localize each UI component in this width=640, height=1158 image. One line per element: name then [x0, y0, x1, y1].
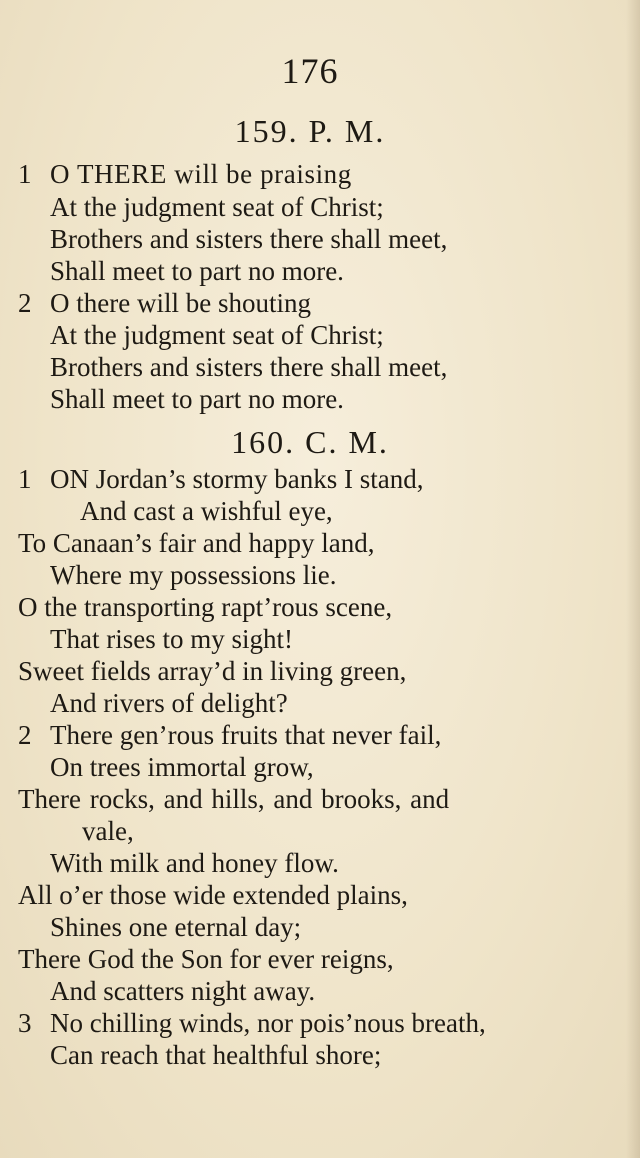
hymn-line: There rocks, and hills, and brooks, and — [18, 784, 450, 814]
hymn-line: Brothers and sisters there shall meet, — [50, 224, 448, 254]
hymn-line: O there will be shouting — [50, 288, 311, 318]
page-number: 176 — [281, 51, 339, 91]
hymn-line: O THERE will be praising — [50, 159, 352, 189]
verse-number: 2 — [18, 288, 32, 318]
hymn-line: There God the Son for ever reigns, — [18, 944, 394, 974]
hymn-line: ON Jordan’s stormy banks I stand, — [50, 464, 424, 494]
hymn-line: No chilling winds, nor pois’nous breath, — [50, 1008, 486, 1038]
hymn-line: On trees immortal grow, — [50, 752, 314, 782]
hymn-line: Shines one eternal day; — [50, 912, 302, 942]
verse-number: 1 — [18, 464, 32, 494]
hymn-line: There gen’rous fruits that never fail, — [50, 720, 442, 750]
verse-number: 1 — [18, 159, 32, 189]
hymn-line: That rises to my sight! — [50, 624, 293, 654]
hymn-line: Can reach that healthful shore; — [50, 1040, 382, 1070]
hymn-line: O the transporting rapt’rous scene, — [18, 592, 393, 622]
hymn-line: And scatters night away. — [50, 976, 316, 1006]
hymn-line: vale, — [82, 816, 134, 846]
hymn-line: Shall meet to part no more. — [50, 384, 344, 414]
page-edge-shadow — [626, 0, 640, 1158]
verse-number: 2 — [18, 720, 32, 750]
hymn-heading: 160. C. M. — [231, 424, 389, 460]
hymn-line: Shall meet to part no more. — [50, 256, 344, 286]
hymn-line: With milk and honey flow. — [50, 848, 339, 878]
hymn-line: And cast a wishful eye, — [80, 496, 333, 526]
hymn-line: And rivers of delight? — [50, 688, 288, 718]
verse-number: 3 — [18, 1008, 32, 1038]
hymn-line: At the judgment seat of Christ; — [50, 320, 384, 350]
hymn-line: Brothers and sisters there shall meet, — [50, 352, 448, 382]
hymn-line: All o’er those wide extended plains, — [18, 880, 408, 910]
hymn-heading: 159. P. M. — [234, 113, 386, 149]
hymn-line: Where my possessions lie. — [50, 560, 337, 590]
hymn-line: Sweet fields array’d in living green, — [18, 656, 407, 686]
hymn-line: To Canaan’s fair and happy land, — [18, 528, 375, 558]
hymn-line: At the judgment seat of Christ; — [50, 192, 384, 222]
